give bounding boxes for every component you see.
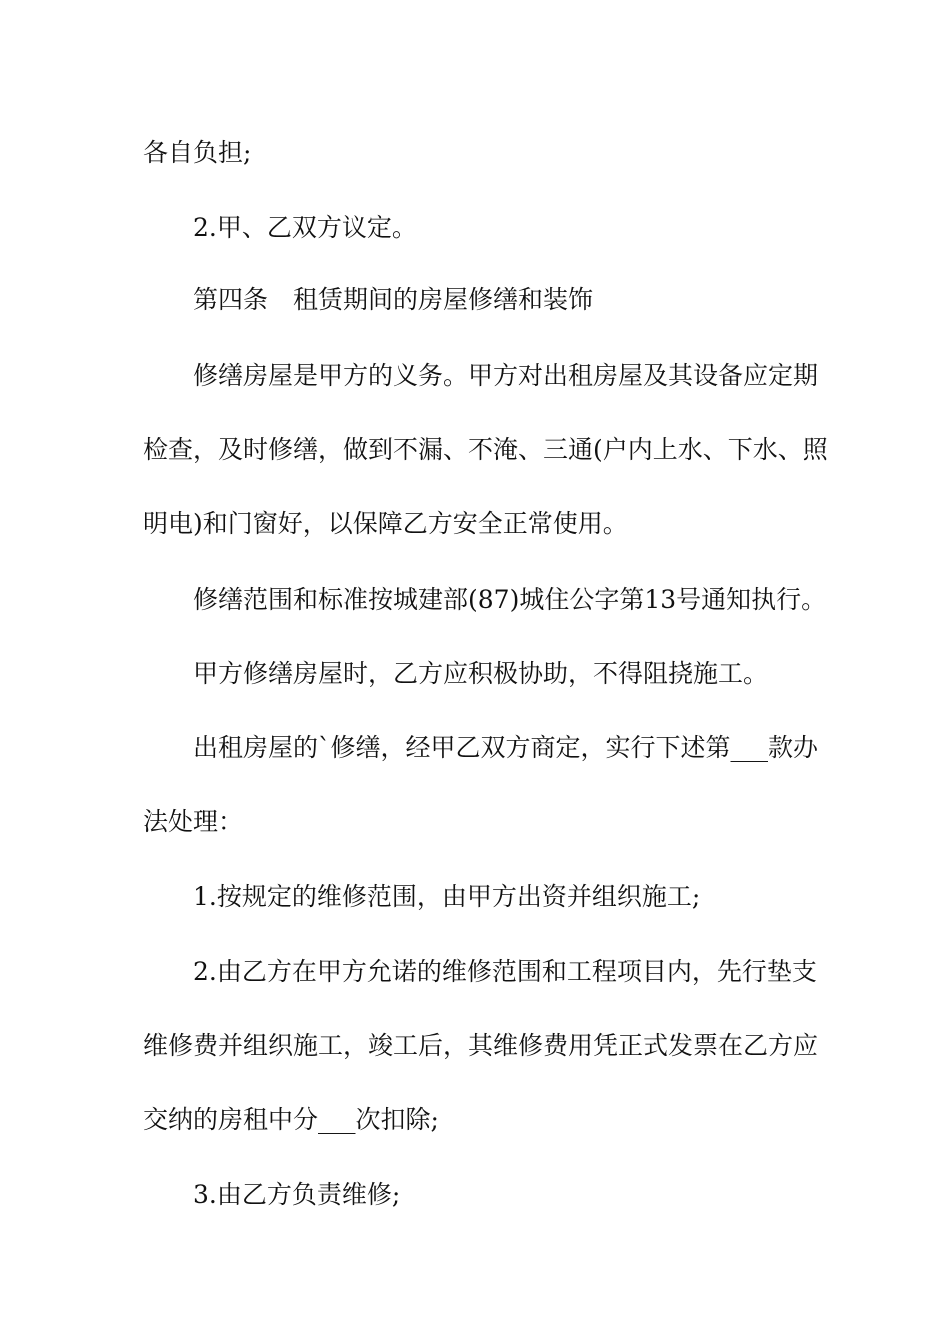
text-line: 法处理： <box>143 807 244 836</box>
text-line: 修缮房屋是甲方的义务。甲方对出租房屋及其设备应定期 <box>193 361 819 390</box>
text-line: 2.由乙方在甲方允诺的维修范围和工程项目内，先行垫支 <box>193 957 817 986</box>
text-line: 2.甲、乙双方议定。 <box>193 213 417 242</box>
section-heading: 第四条 租赁期间的房屋修缮和装饰 <box>193 285 594 314</box>
text-line: 1.按规定的维修范围，由甲方出资并组织施工; <box>193 882 701 911</box>
text-line: 检查，及时修缮，做到不漏、不淹、三通(户内上水、下水、照 <box>143 435 828 464</box>
text-line: 甲方修缮房屋时，乙方应积极协助，不得阻挠施工。 <box>193 659 769 688</box>
text-line: 维修费并组织施工，竣工后，其维修费用凭正式发票在乙方应 <box>143 1031 819 1060</box>
text-line: 明电)和门窗好，以保障乙方安全正常使用。 <box>143 509 628 538</box>
text-line: 3.由乙方负责维修; <box>193 1180 401 1209</box>
text-line: 各自负担; <box>143 138 252 167</box>
text-line: 修缮范围和标准按城建部(87)城住公字第13号通知执行。 <box>193 585 827 614</box>
text-line: 出租房屋的`修缮，经甲乙双方商定，实行下述第___款办 <box>193 733 819 762</box>
text-line: 交纳的房租中分___次扣除; <box>143 1105 439 1134</box>
